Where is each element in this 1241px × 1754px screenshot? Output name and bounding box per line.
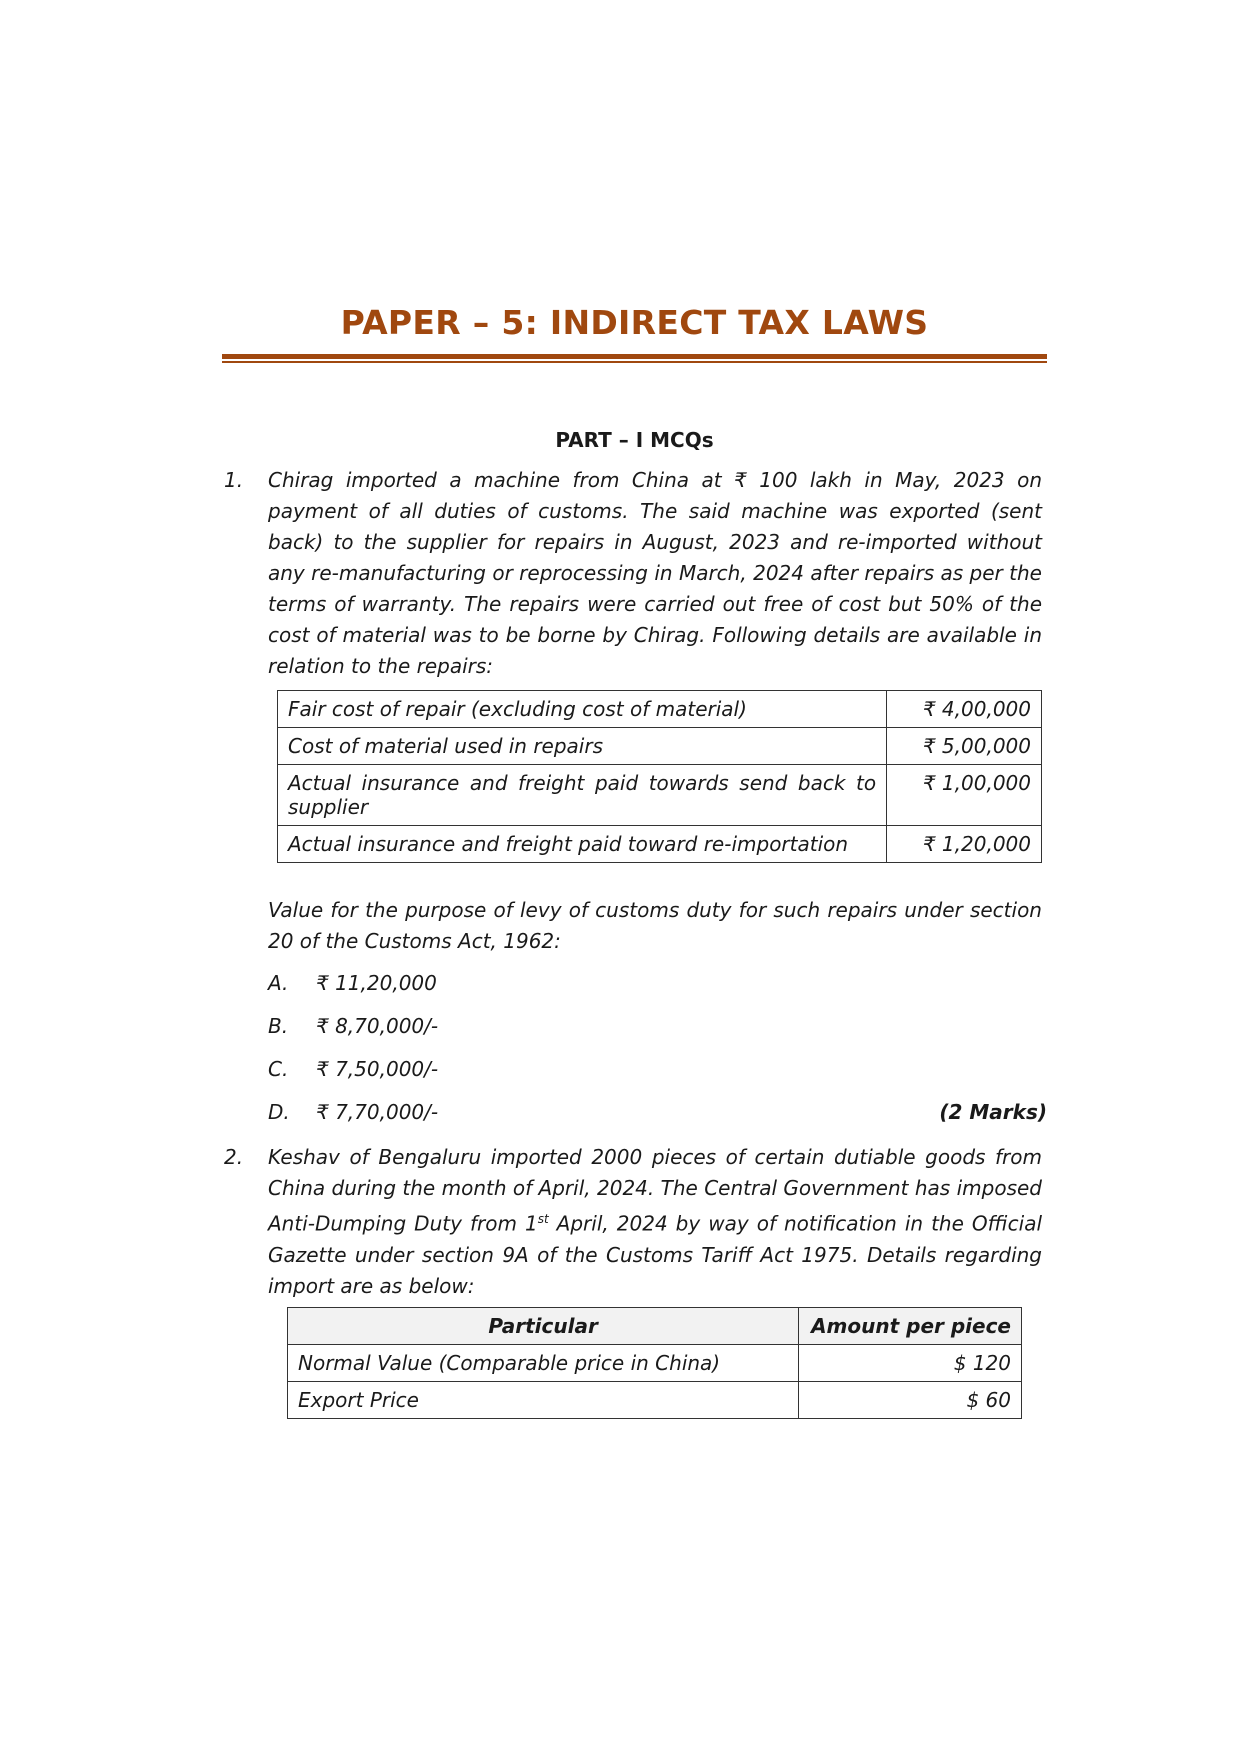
table-row [278, 765, 1042, 826]
table-row [278, 826, 1042, 863]
question-1-marks: (2 Marks) [939, 1100, 1047, 1124]
option-label: B. [268, 1014, 289, 1038]
option-b [268, 1014, 438, 1038]
option-text: ₹ 11,20,000 [316, 971, 437, 995]
question-1-number: 1. [224, 468, 244, 492]
question-2-text [268, 1142, 1042, 1302]
table-cell-item: Actual insurance and freight paid toward re-importation [278, 826, 887, 863]
question-1-prompt: Value for the purpose of levy of customs duty for such repairs under section 20 of the Customs Act, 1962: [268, 898, 1042, 953]
table-row [278, 728, 1042, 765]
table-cell-amount: $ 60 [799, 1382, 1022, 1419]
table-cell-amount: ₹ 1,20,000 [887, 826, 1042, 863]
table-cell-item: Fair cost of repair (excluding cost of material) [278, 691, 887, 728]
option-label: C. [268, 1057, 289, 1081]
question-2-text-part1: Keshav of Bengaluru imported 2000 pieces of certain dutiable goods from China during the month of April, 2024. The Central Government has imposed Anti-Dumping Duty from 1 [268, 1145, 1042, 1236]
table-row [278, 691, 1042, 728]
table-header-amount: Amount per piece [799, 1308, 1022, 1345]
question-2-table [287, 1307, 1022, 1419]
table-header-particular: Particular [288, 1308, 799, 1345]
superscript: st [537, 1212, 549, 1226]
table-cell-amount: $ 120 [799, 1345, 1022, 1382]
option-label: D. [268, 1100, 290, 1124]
table-cell-amount: ₹ 4,00,000 [887, 691, 1042, 728]
paper-title: PAPER – 5: INDIRECT TAX LAWS [340, 303, 929, 342]
table-cell-item: Export Price [288, 1382, 799, 1419]
title-underline-thin [222, 361, 1047, 363]
question-1-table [277, 690, 1042, 863]
table-row [288, 1382, 1022, 1419]
option-c [268, 1057, 438, 1081]
table-cell-item: Cost of material used in repairs [278, 728, 887, 765]
option-d [268, 1100, 438, 1124]
question-1-text: Chirag imported a machine from China at ₹ 100 lakh in May, 2023 on payment of all duties of customs. The said machine was exported (sent back) to the supplier for repairs in August, 2023 and re-imported without any re-manufacturing or reprocessing in March, 2024 after repairs as per the terms of warranty. The repairs were carried out free of cost but 50% of the cost of material was to be borne by Chirag. Following details are available in relation to the repairs: [268, 468, 1042, 678]
title-underline-thick [222, 354, 1047, 359]
table-cell-amount: ₹ 1,00,000 [887, 765, 1042, 826]
question-2-text-part2: April, 2024 by way of notification in the Official Gazette under section 9A of the Customs Tariff Act 1975. Details regarding import are as below: [268, 1211, 1043, 1298]
option-text: ₹ 7,50,000/- [316, 1057, 439, 1081]
table-cell-item: Normal Value (Comparable price in China) [288, 1345, 799, 1382]
part-heading: PART – I MCQs [555, 428, 714, 452]
option-a [268, 971, 437, 995]
table-cell-item: Actual insurance and freight paid towards send back to supplier [278, 765, 887, 826]
table-cell-amount: ₹ 5,00,000 [887, 728, 1042, 765]
table-row [288, 1345, 1022, 1382]
option-label: A. [268, 971, 289, 995]
question-2-number: 2. [224, 1145, 244, 1169]
option-text: ₹ 8,70,000/- [316, 1014, 439, 1038]
option-text: ₹ 7,70,000/- [316, 1100, 439, 1124]
table-header-row [288, 1308, 1022, 1345]
